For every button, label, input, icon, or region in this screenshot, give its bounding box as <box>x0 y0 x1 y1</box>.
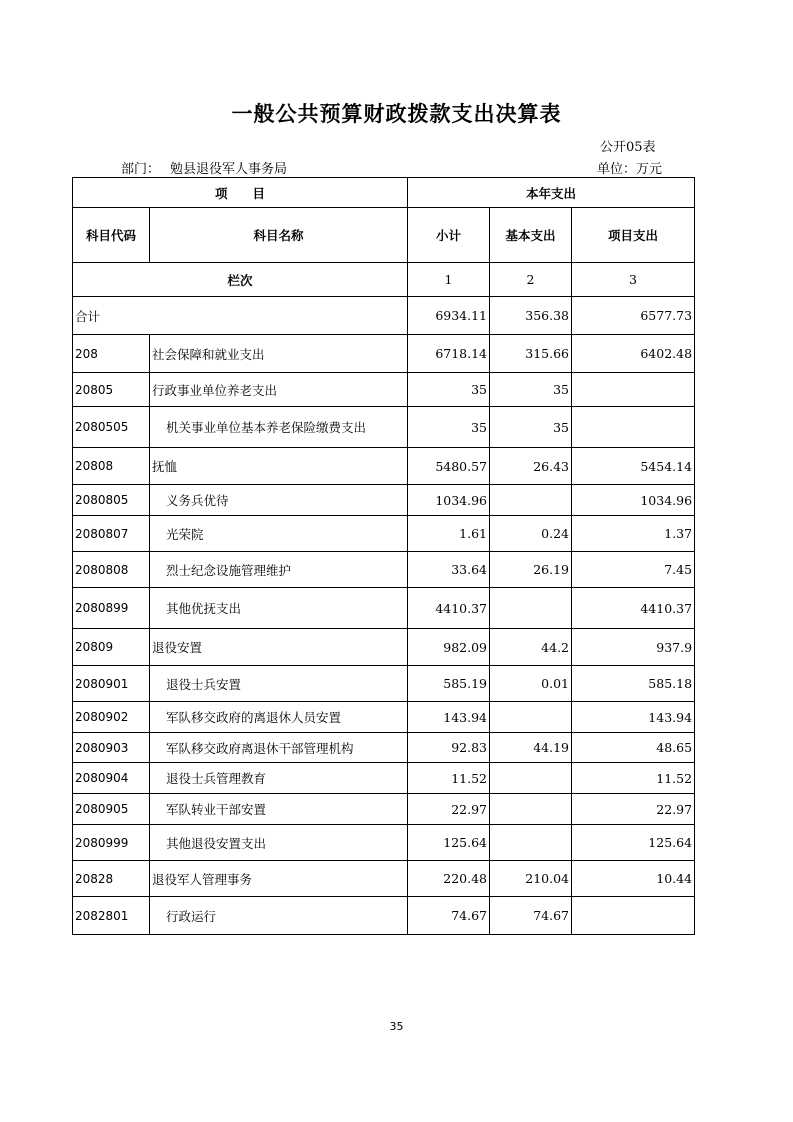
row-basic <box>490 485 572 516</box>
row-name: 抚恤 <box>150 448 408 485</box>
row-subtotal: 6718.14 <box>408 335 490 373</box>
header-current-year: 本年支出 <box>408 178 695 208</box>
row-code: 2080905 <box>73 794 150 825</box>
row-basic: 35 <box>490 407 572 448</box>
total-basic: 356.38 <box>490 297 572 335</box>
row-project: 143.94 <box>572 702 695 733</box>
header-project: 项 目 <box>73 178 408 208</box>
header-code: 科目代码 <box>73 208 150 263</box>
header-subtotal: 小计 <box>408 208 490 263</box>
table-row <box>73 794 695 825</box>
row-project: 1034.96 <box>572 485 695 516</box>
table-row <box>73 702 695 733</box>
row-code: 2080807 <box>73 516 150 552</box>
page-number: 35 <box>389 1020 404 1033</box>
row-project <box>572 373 695 407</box>
header-basic: 基本支出 <box>490 208 572 263</box>
row-subtotal: 125.64 <box>408 825 490 861</box>
row-subtotal: 11.52 <box>408 763 490 794</box>
row-basic <box>490 794 572 825</box>
row-basic: 210.04 <box>490 861 572 897</box>
table-row <box>73 825 695 861</box>
row-project: 10.44 <box>572 861 695 897</box>
header-row-group <box>73 178 695 208</box>
row-name: 军队移交政府离退休干部管理机构 <box>150 733 408 763</box>
row-subtotal: 4410.37 <box>408 588 490 629</box>
row-project: 48.65 <box>572 733 695 763</box>
row-project: 11.52 <box>572 763 695 794</box>
row-name: 军队移交政府的离退休人员安置 <box>150 702 408 733</box>
unit-label: 单位：万元 <box>597 162 663 177</box>
row-basic <box>490 763 572 794</box>
row-basic: 26.43 <box>490 448 572 485</box>
row-code: 2082801 <box>73 897 150 935</box>
column-index-3: 3 <box>572 263 695 297</box>
table-row <box>73 516 695 552</box>
row-project: 22.97 <box>572 794 695 825</box>
row-basic: 0.01 <box>490 666 572 702</box>
total-subtotal: 6934.11 <box>408 297 490 335</box>
row-subtotal: 74.67 <box>408 897 490 935</box>
header-name: 科目名称 <box>150 208 408 263</box>
row-name: 行政事业单位养老支出 <box>150 373 408 407</box>
row-subtotal: 33.64 <box>408 552 490 588</box>
row-name: 义务兵优待 <box>150 485 408 516</box>
row-code: 2080904 <box>73 763 150 794</box>
department-value: 勉县退役军人事务局 <box>170 162 288 177</box>
row-name: 社会保障和就业支出 <box>150 335 408 373</box>
row-subtotal: 22.97 <box>408 794 490 825</box>
row-code: 20809 <box>73 629 150 666</box>
row-name: 其他退役安置支出 <box>150 825 408 861</box>
row-subtotal: 220.48 <box>408 861 490 897</box>
row-name: 退役士兵管理教育 <box>150 763 408 794</box>
row-project: 585.18 <box>572 666 695 702</box>
page-title: 一般公共预算财政拨款支出决算表 <box>231 102 562 126</box>
row-basic: 44.2 <box>490 629 572 666</box>
table-row <box>73 588 695 629</box>
table-row <box>73 861 695 897</box>
department-label: 部门： <box>121 162 161 177</box>
row-basic <box>490 702 572 733</box>
column-index-2: 2 <box>490 263 572 297</box>
row-subtotal: 92.83 <box>408 733 490 763</box>
row-project: 6402.48 <box>572 335 695 373</box>
row-name: 光荣院 <box>150 516 408 552</box>
row-subtotal: 1.61 <box>408 516 490 552</box>
row-basic: 0.24 <box>490 516 572 552</box>
row-project: 1.37 <box>572 516 695 552</box>
row-code: 20805 <box>73 373 150 407</box>
table-row <box>73 552 695 588</box>
row-name: 其他优抚支出 <box>150 588 408 629</box>
expenditure-table <box>72 177 695 935</box>
row-subtotal: 35 <box>408 407 490 448</box>
table-row <box>73 763 695 794</box>
row-code: 2080999 <box>73 825 150 861</box>
row-subtotal: 5480.57 <box>408 448 490 485</box>
row-code: 2080901 <box>73 666 150 702</box>
column-index-1: 1 <box>408 263 490 297</box>
row-basic: 26.19 <box>490 552 572 588</box>
row-project <box>572 897 695 935</box>
row-code: 208 <box>73 335 150 373</box>
table-row <box>73 629 695 666</box>
row-name: 退役安置 <box>150 629 408 666</box>
table-row <box>73 666 695 702</box>
row-subtotal: 585.19 <box>408 666 490 702</box>
row-code: 2080903 <box>73 733 150 763</box>
table-row <box>73 485 695 516</box>
row-name: 退役军人管理事务 <box>150 861 408 897</box>
row-basic: 315.66 <box>490 335 572 373</box>
row-basic: 74.67 <box>490 897 572 935</box>
row-name: 行政运行 <box>150 897 408 935</box>
row-project: 5454.14 <box>572 448 695 485</box>
row-name: 军队转业干部安置 <box>150 794 408 825</box>
row-name: 退役士兵安置 <box>150 666 408 702</box>
total-label: 合计 <box>73 297 408 335</box>
form-number: 公开05表 <box>600 140 656 155</box>
row-project: 125.64 <box>572 825 695 861</box>
row-code: 20808 <box>73 448 150 485</box>
row-code: 2080505 <box>73 407 150 448</box>
row-project: 937.9 <box>572 629 695 666</box>
row-basic <box>490 825 572 861</box>
row-subtotal: 143.94 <box>408 702 490 733</box>
row-name: 烈士纪念设施管理维护 <box>150 552 408 588</box>
total-row <box>73 297 695 335</box>
table-row <box>73 373 695 407</box>
column-index-row <box>73 263 695 297</box>
header-row-columns <box>73 208 695 263</box>
row-code: 2080808 <box>73 552 150 588</box>
row-code: 2080902 <box>73 702 150 733</box>
header-project-expense: 项目支出 <box>572 208 695 263</box>
row-project: 4410.37 <box>572 588 695 629</box>
row-basic <box>490 588 572 629</box>
row-code: 2080899 <box>73 588 150 629</box>
row-basic: 35 <box>490 373 572 407</box>
table-row <box>73 335 695 373</box>
table-row <box>73 897 695 935</box>
row-code: 20828 <box>73 861 150 897</box>
row-project <box>572 407 695 448</box>
row-name: 机关事业单位基本养老保险缴费支出 <box>150 407 408 448</box>
total-project: 6577.73 <box>572 297 695 335</box>
row-subtotal: 1034.96 <box>408 485 490 516</box>
table-row <box>73 407 695 448</box>
row-project: 7.45 <box>572 552 695 588</box>
table-row <box>73 448 695 485</box>
row-code: 2080805 <box>73 485 150 516</box>
row-basic: 44.19 <box>490 733 572 763</box>
row-subtotal: 35 <box>408 373 490 407</box>
row-subtotal: 982.09 <box>408 629 490 666</box>
column-index-label: 栏次 <box>73 263 408 297</box>
table-row <box>73 733 695 763</box>
